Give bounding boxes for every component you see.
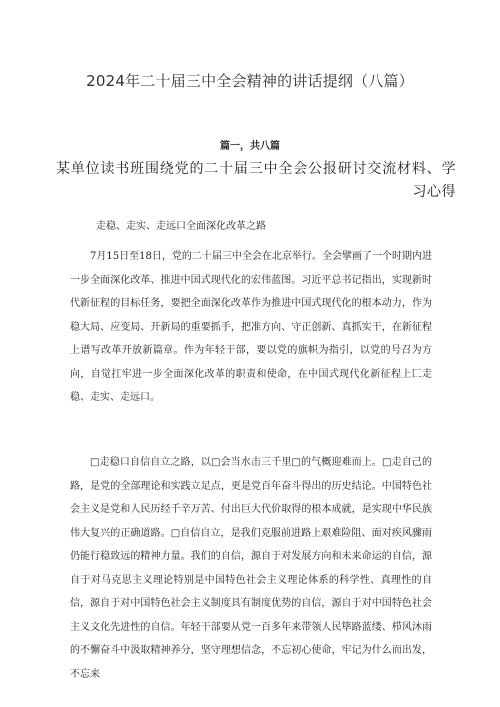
body-paragraph: □走稳口自信自立之路，以□会当水击三千里□的气概迎难而上。□走自己的路，是党的全部理论和实践立足点，更是党百年奋斗得出的历史结论。中国特色社会主义是党和人民历经千辛万苦、付出巨大代价取得的根本成就，是实现中华民族伟大复兴的正确道路。□自信自立，是我们克服前进路上艰难险阻、面对疾风骤雨仍能行稳致远的精神力量。我们的自信，源自于对发展方向和未来命运的自信，源自于对马克思主义理论特别是中国特色社会主义理论体系的科学性、真理性的自信，源自于对中国特色社会主义制度具有制度优势的自信，源自于对中国特色社会主义文化先进性的自信。年轻干部要从党一百多年来带领人民筚路蓝缕、栉风沐雨的不懈奋斗中汲取精神养分，坚守理想信念，不忘初心使命，牢记为什么而出发，不忘来: [70, 457, 432, 680]
article-subtitle: 走稳、走实、走远口全面深化改革之路: [96, 221, 266, 232]
part-heading: 篇一，共八篇: [220, 141, 280, 152]
document-title: 2024年二十届三中全会精神的讲话提纲（八篇）: [86, 72, 414, 90]
article-title: 某单位读书班围绕党的二十届三中全会公报研讨交流材料、学习心得: [56, 161, 456, 200]
body-paragraph: 7月15日至18日，党的二十届三中全会在北京举行。全会擘画了一个时期内进一步全面深化改革、推进中国式现代化的宏伟蓝图。习近平总书记指出，实现新时代新征程的目标任务，要把全面深化改革作为推进中国式现代化的根本动力，作为稳大局、应变局、开新局的重要抓手，把准方向、守正创新、真抓实干，在新征程上谱写改革开放新篇章。作为年轻干部，要以党的旗帜为指引，以党的号召为方向，自觉扛牢进一步全面深化改革的职责和使命，在中国式现代化新征程上匚走稳、走实、走远口。: [70, 251, 432, 403]
